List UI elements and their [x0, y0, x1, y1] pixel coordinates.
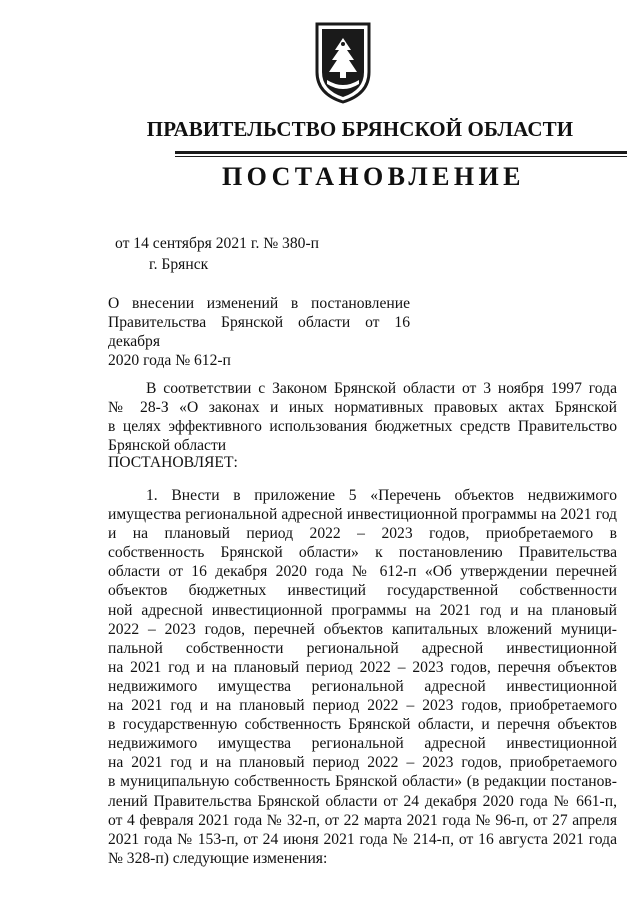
item-1-line: имущества региональной адресной инвестиционной программы на 2021 год [108, 506, 617, 524]
preamble-paragraph [108, 379, 617, 455]
subject-line: 2020 года № 612-п [108, 352, 231, 369]
item-1-line: 2021 года № 153-п, от 24 июня 2021 года № 214-п, от 16 августа 2021 года [108, 830, 617, 848]
preamble-line: № 28-З «О законах и иных нормативных правовых актах Брянской [108, 399, 617, 417]
subject-line: Правительства Брянской области от 16 декабря [108, 314, 410, 350]
item-1-line: № 328-п) следующие изменения: [108, 849, 328, 867]
preamble-line: Брянской области [108, 437, 227, 455]
item-1-line: в муниципальную собственность Брянской области» (в редакции постанов- [108, 773, 617, 791]
item-1-line: недвижимого имущества региональной адресной инвестиционной [108, 677, 617, 695]
item-1-line: на 2021 год и на плановый период 2022 – 2023 годов, приобретаемого [108, 697, 617, 715]
item-1-line: на 2021 год и на плановый период 2022 – 2023 годов, перечня объектов [108, 658, 617, 676]
coat-of-arms-emblem [313, 20, 373, 106]
item-1-line: лений Правительства Брянской области от 24 декабря 2020 года № 661-п, [108, 792, 617, 810]
government-title: ПРАВИТЕЛЬСТВО БРЯНСКОЙ ОБЛАСТИ [146, 117, 574, 141]
subject-line: О внесении изменений в постановление [108, 295, 410, 312]
item-1-line: и на плановый период 2022 – 2023 годов, приобретаемого в [108, 525, 617, 543]
item-1-line: 1. Внести в приложение 5 «Перечень объектов недвижимого [146, 487, 617, 504]
item-1-line: собственность Брянской области» к постановлению Правительства [108, 544, 617, 562]
item-1-line: на 2021 год и на плановый период 2022 – 2023 годов, приобретаемого [108, 754, 617, 772]
item-1-line: от 4 февраля 2021 года № 32-п, от 22 марта 2021 года № 96-п, от 27 апреля [108, 811, 617, 829]
document-date-number: от 14 сентября 2021 г. № 380-п [115, 235, 319, 252]
item-1-line: области от 16 декабря 2020 года № 612-п «Об утверждении перечней [108, 563, 617, 581]
item-1-line: в государственную собственность Брянской области, и перечня объектов [108, 716, 617, 734]
preamble-line: В соответствии с Законом Брянской области от 3 ноября 1997 года [146, 380, 617, 397]
item-1-line: 2022 – 2023 годов, перечней объектов капитальных вложений муници- [108, 620, 617, 638]
document-subject [108, 294, 410, 370]
item-1-paragraph [108, 486, 617, 868]
document-city: г. Брянск [149, 256, 209, 273]
header-divider-thin [175, 156, 627, 157]
item-1-line: недвижимого имущества региональной адресной инвестиционной [108, 735, 617, 753]
preamble-line: в целях эффективного использования бюджетных средств Правительство [108, 418, 617, 436]
item-1-line: ной адресной инвестиционной программы на 2021 год и на плановый [108, 601, 617, 619]
decree-word: ПОСТАНОВЛЯЕТ: [108, 454, 238, 471]
document-type-title: ПОСТАНОВЛЕНИЕ [222, 162, 525, 191]
item-1-line: объектов бюджетных инвестиций государственной собственности [108, 582, 617, 600]
header-divider-thick [175, 151, 627, 154]
item-1-line: пальной собственности региональной адресной инвестиционной [108, 639, 617, 657]
